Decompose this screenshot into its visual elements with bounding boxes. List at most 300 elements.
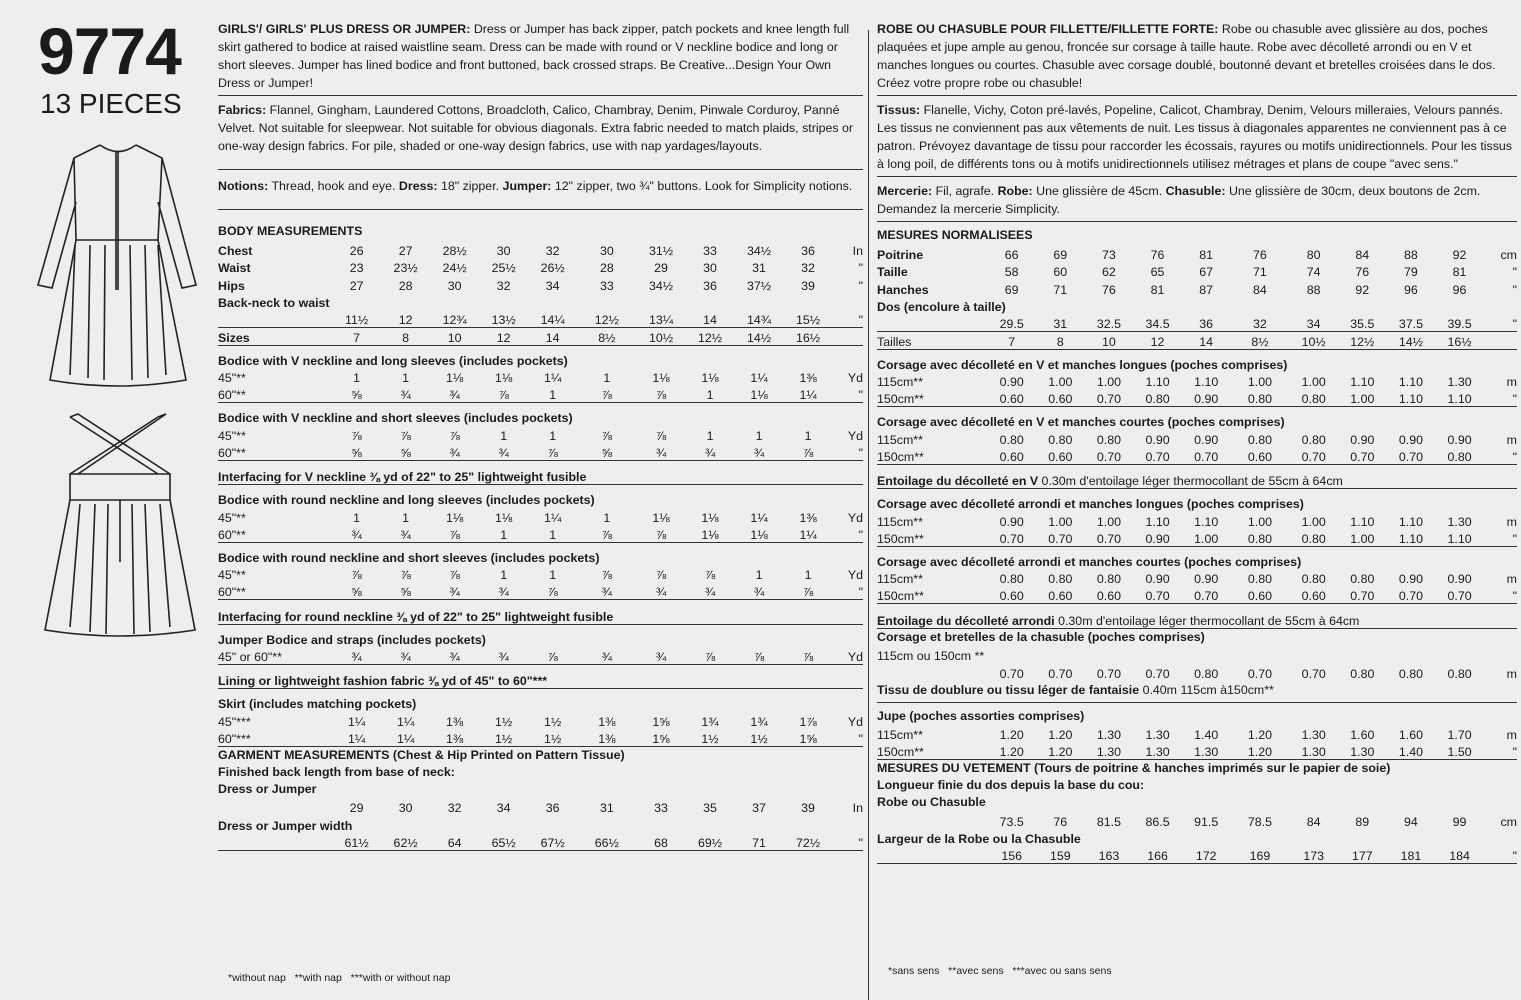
mercerie-text: Fil, agrafe. [935, 184, 995, 198]
cell: 159 [1036, 846, 1085, 864]
metrage-row [877, 429, 1517, 447]
row-label: 45"** [218, 510, 246, 525]
cell: 72½ [784, 833, 833, 851]
cell: 0.60 [987, 389, 1036, 407]
unit: In [852, 801, 863, 815]
cell: 0.80 [999, 432, 1024, 447]
cell: 12 [1133, 332, 1182, 350]
entoilage-note: Entoilage du décolleté en V 0.30m d'entoilage léger thermocollant de 55cm à 64cm [877, 465, 1517, 489]
mercerie [877, 182, 1517, 222]
row-label: 60"** [218, 443, 332, 461]
cell: 1.70 [1447, 728, 1472, 742]
yardage-table [218, 625, 863, 665]
section-title: Bodice with round neckline and short sleeves (includes pockets) [218, 550, 600, 565]
body-row [218, 275, 863, 293]
unit: " [833, 443, 863, 461]
row-label [218, 798, 332, 816]
cell: 0.80 [1048, 572, 1073, 586]
unit: " [833, 310, 863, 328]
cell: 14 [686, 310, 735, 328]
yardage-row [218, 525, 863, 543]
cell: 0.90 [1194, 572, 1219, 586]
cell: 0.70 [1301, 666, 1326, 681]
cell: 0.70 [1085, 529, 1134, 547]
cell: 32 [801, 261, 815, 275]
yardage-row [218, 647, 863, 665]
row-label: Poitrine [877, 247, 924, 262]
cell: 1⅛ [495, 371, 513, 385]
cell: 0.70 [1133, 586, 1182, 604]
cell: 1¼ [750, 371, 768, 385]
cell: 28 [398, 278, 413, 293]
cell: 1.30 [1289, 742, 1338, 760]
cell: 0.70 [1289, 447, 1338, 465]
cell: 0.70 [1096, 666, 1121, 681]
cell: 1½ [686, 729, 735, 747]
cell: 1.30 [1182, 742, 1231, 760]
cell: 8½ [1231, 332, 1290, 350]
cell: 1 [549, 568, 557, 582]
cell: 0.80 [1435, 447, 1484, 465]
cell: 1.10 [1194, 375, 1219, 389]
doublure-label: Tissu de doublure ou tissu léger de fantaisie [877, 682, 1140, 697]
metrage-row [877, 447, 1517, 465]
cell: ⅞ [528, 443, 577, 461]
cell: 1⅜ [577, 729, 636, 747]
cell: 73 [1102, 247, 1116, 262]
cell: 66 [1004, 247, 1019, 262]
cell: 0.90 [1398, 432, 1423, 447]
cell: 1.10 [1398, 375, 1423, 389]
cell: 1.40 [1194, 728, 1219, 742]
chasuble-table [877, 646, 1517, 681]
cell: 0.90 [1194, 432, 1219, 447]
row-label: 150cm** [877, 586, 987, 604]
footnote: *without nap [228, 972, 286, 984]
section-title: Corsage avec décolleté en V et manches longues (poches comprises) [877, 357, 1288, 372]
unit: Yd [847, 714, 863, 729]
row-label: Hanches [877, 282, 929, 297]
cell: 34 [1289, 314, 1338, 332]
cell: ⅞ [601, 428, 612, 443]
cell: ⅞ [528, 582, 577, 600]
yardage-table [218, 461, 863, 486]
cell: 68 [637, 833, 686, 851]
mesures-normalisees-table [877, 244, 1517, 350]
unit: " [833, 833, 863, 851]
cell: 31½ [648, 243, 674, 258]
cell: 7 [332, 328, 381, 346]
entoilage-note: Entoilage du décolleté arrondi 0.30m d'entoilage léger thermocollant de 55cm à 64cm [877, 604, 1517, 628]
cell: 1¼ [544, 510, 562, 525]
jupe-row [877, 742, 1517, 760]
metrage-table [877, 547, 1517, 605]
cell: 10½ [1289, 332, 1338, 350]
cell: 0.70 [1145, 666, 1170, 681]
cell: 1.10 [1435, 389, 1484, 407]
cell: 1⅛ [735, 525, 784, 543]
cell: ¾ [577, 647, 636, 665]
cell: 26 [349, 243, 364, 258]
cell: 1⅛ [735, 385, 784, 403]
cell: 0.80 [1096, 432, 1121, 447]
cell: 80 [1306, 247, 1321, 262]
cell: ⅞ [637, 385, 686, 403]
cell: 1⅛ [701, 510, 719, 525]
table-row [218, 815, 863, 833]
cell: 35.5 [1338, 314, 1387, 332]
row-label: Dress or Jumper width [218, 818, 353, 833]
cell: 15½ [784, 310, 833, 328]
footnote: ***with or without nap [350, 972, 451, 984]
cell: 14¾ [735, 310, 784, 328]
row-label: Back-neck to waist [218, 296, 330, 310]
section-title: Bodice with V neckline and short sleeves (includes pockets) [218, 411, 573, 425]
footnotes-en [228, 972, 450, 984]
cell: 29 [654, 261, 668, 275]
row-label: 115cm** [877, 432, 923, 447]
cell: 0.80 [1301, 572, 1326, 586]
cell: 1.10 [1398, 514, 1423, 529]
yardage-table [218, 346, 863, 404]
row-label: 45"** [218, 371, 246, 385]
section-title: Bodice with V neckline and long sleeves (includes pockets) [218, 353, 568, 368]
doublure-text: 0.40m 115cm à150cm** [1142, 682, 1274, 697]
unit [1484, 332, 1517, 350]
row-label: 115cm ou 150cm ** [877, 649, 985, 663]
tissus-label: Tissus: [877, 103, 921, 117]
unit: " [1484, 846, 1517, 864]
row-label: Hips [218, 278, 245, 293]
cell: 39.5 [1435, 314, 1484, 332]
cell: 58 [1004, 265, 1019, 279]
cell: 1⅛ [701, 371, 719, 385]
cell: 76 [1102, 282, 1116, 297]
cell: 84 [1253, 282, 1267, 297]
cell: 0.70 [999, 666, 1024, 681]
cell: 12½ [1338, 332, 1387, 350]
cell: 0.90 [1350, 432, 1375, 447]
metrage-row [877, 372, 1517, 390]
cell: ⅞ [449, 568, 460, 582]
cell: 14 [528, 328, 577, 346]
garment-row [877, 846, 1517, 864]
cell: 1¾ [701, 714, 719, 729]
cell: 1.30 [1338, 742, 1387, 760]
cell: 1 [603, 510, 611, 525]
cell: 0.80 [1231, 389, 1290, 407]
cell: 84 [1355, 247, 1370, 262]
yardage-table [218, 403, 863, 461]
cell: ¾ [430, 582, 479, 600]
cell: 81 [1452, 265, 1467, 279]
cell: 66½ [577, 833, 636, 851]
cell: ⅞ [400, 568, 411, 582]
garment-row [218, 798, 863, 816]
cell: 181 [1387, 846, 1436, 864]
cell: ¾ [332, 647, 381, 665]
cell: 35 [703, 801, 717, 815]
table-row [877, 297, 1517, 315]
row-label: 60"** [218, 385, 332, 403]
cell: 1 [500, 428, 508, 443]
cell: 0.70 [1247, 666, 1272, 681]
cell: 1 [804, 568, 812, 582]
notions [218, 175, 863, 210]
cell: ⅞ [735, 647, 784, 665]
cell: 1¼ [397, 714, 415, 729]
cell: ¾ [735, 443, 784, 461]
cell: ⅞ [528, 647, 577, 665]
yardage-table [218, 689, 863, 747]
row-label: 150cm** [877, 389, 987, 407]
footnotes-fr [888, 965, 1112, 977]
cell: 94 [1404, 814, 1418, 829]
cell: 32 [1231, 314, 1290, 332]
cell: 67½ [528, 833, 577, 851]
cell: 1.20 [999, 728, 1024, 742]
cell: 1.20 [1036, 742, 1085, 760]
cell: 24½ [442, 261, 467, 275]
cell: 1¼ [750, 510, 768, 525]
row-label [218, 310, 332, 328]
cell: 1.30 [1133, 742, 1182, 760]
cell: 28 [599, 261, 614, 275]
yardage-row [218, 729, 863, 747]
cell: 1 [528, 525, 577, 543]
cell: 81 [1150, 282, 1165, 297]
cell: 1⅜ [430, 729, 479, 747]
metrage-row [877, 569, 1517, 587]
cell: ⅞ [704, 568, 716, 582]
cell: 1 [500, 568, 508, 582]
cell: ⅝ [332, 443, 381, 461]
description-fr [877, 20, 1517, 96]
jupe-row [877, 725, 1517, 743]
garment-measurements-title: GARMENT MEASUREMENTS (Chest & Hip Printed on Pattern Tissue) [218, 747, 625, 762]
cell: 30 [447, 278, 462, 293]
yardage-table [218, 600, 863, 625]
cell: 14½ [1387, 332, 1436, 350]
row-label: Dos (encolure à taille) [877, 300, 1006, 314]
chasuble-row [877, 663, 1517, 681]
row-label: Largeur de la Robe ou la Chasuble [877, 832, 1081, 846]
cell: 0.80 [1133, 389, 1182, 407]
cell: 71 [1253, 265, 1267, 279]
cell: 26½ [540, 261, 565, 275]
cell: 10 [430, 328, 479, 346]
cell: 96 [1404, 282, 1418, 297]
cell: 1.10 [1350, 375, 1375, 389]
cell: 1½ [479, 729, 528, 747]
cell: 12 [479, 328, 528, 346]
body-row [218, 310, 863, 328]
cell: 76 [1150, 247, 1165, 262]
cell: 1¾ [750, 714, 768, 729]
row-label: 115cm** [877, 375, 923, 389]
cell: 163 [1085, 846, 1134, 864]
cell: 64 [430, 833, 479, 851]
unit: " [833, 729, 863, 747]
cell: 1.00 [1048, 375, 1073, 389]
dress-back-illustration [30, 140, 205, 390]
cell: 1⅝ [652, 714, 670, 729]
description-text-fr: Robe ou chasuble avec glissière au dos, poches plaquées et jupe ample au genou, froncée sur corsage à taille haute. Robe avec décolleté arrondi ou en V et manches longues ou courtes. Chasuble avec corsage doublé, boutonné devant et bretelles croisées dans le dos. Créez votre propre robe ou chasuble! [877, 22, 1496, 90]
cell: 12½ [577, 310, 636, 328]
cell: 0.90 [1133, 529, 1182, 547]
garment-row [877, 811, 1517, 829]
cell: ⅞ [479, 385, 528, 403]
cell: 0.80 [999, 572, 1024, 586]
unit: m [1506, 728, 1517, 742]
cell: 1.30 [1085, 742, 1134, 760]
cell: 1.40 [1387, 742, 1436, 760]
table-row [877, 829, 1517, 847]
cell: 0.80 [1194, 666, 1219, 681]
mercerie-robe-label: Robe: [997, 184, 1033, 198]
cell: 1.50 [1435, 742, 1484, 760]
cell: 1.30 [1145, 728, 1170, 742]
cell: 0.80 [1447, 666, 1472, 681]
description-title: GIRLS'/ GIRLS' PLUS DRESS OR JUMPER: [218, 22, 471, 36]
cell: 13¼ [637, 310, 686, 328]
cell: 14¼ [528, 310, 577, 328]
yardage-row [218, 507, 863, 525]
cell: 81.5 [1096, 814, 1121, 829]
body-row [877, 314, 1517, 332]
cell: 0.60 [1289, 586, 1338, 604]
cell: 0.60 [1036, 447, 1085, 465]
doublure [877, 681, 1517, 703]
body-row [218, 240, 863, 258]
cell: ¾ [637, 582, 686, 600]
cell: 32.5 [1085, 314, 1134, 332]
notions-dress-label: Dress: [398, 179, 438, 193]
sizes-row [218, 328, 863, 346]
cell: ¾ [332, 525, 381, 543]
unit: m [1506, 572, 1517, 586]
row-label: Waist [218, 261, 251, 275]
tissus-text: Flanelle, Vichy, Coton pré-lavés, Popeline, Calicot, Chambray, Denim, Velours milleraies, Velours pannés. Les tissus ne conviennent pas aux vêtements de nuit. Les tissus à diagonales apparentes ne conviennent pas à ce patron. Prévoyez davantage de tissu pour raccorder les écossais, rayures ou motifs unidirectionnels. Pour les tissus à long poil, de différents tons ou à motifs unidirectionnels utilisez métrages et plans de coupe "avec sens." [877, 103, 1512, 171]
cell: 37 [752, 801, 766, 815]
cell: ⅝ [381, 582, 430, 600]
cell: 1.60 [1398, 728, 1423, 742]
cell: 25½ [491, 261, 516, 275]
cell: 1⅜ [446, 714, 464, 729]
cell: 34 [496, 801, 511, 815]
cell: 12¾ [430, 310, 479, 328]
yardage-row [218, 368, 863, 386]
cell: ¾ [479, 582, 528, 600]
row-label: Tailles [877, 332, 987, 350]
unit: cm [1500, 247, 1517, 262]
cell: 1.10 [1145, 514, 1170, 529]
section-title: Jumper Bodice and straps (includes pockets) [218, 632, 486, 647]
cell: 69½ [686, 833, 735, 851]
cell: 8½ [577, 328, 636, 346]
row-label: 45"** [218, 568, 246, 582]
cell: 0.60 [987, 586, 1036, 604]
cell: 0.60 [1036, 586, 1085, 604]
cell: 1 [603, 371, 611, 385]
cell: ¾ [479, 647, 528, 665]
row-label: Chest [218, 243, 253, 258]
row-label: 150cm** [877, 529, 987, 547]
row-label: 150cm** [877, 447, 987, 465]
cell: ⅞ [601, 568, 612, 582]
cell: 87 [1199, 282, 1214, 297]
cell: ⅞ [577, 525, 636, 543]
cell: 88 [1404, 247, 1418, 262]
cell: 78.5 [1247, 814, 1272, 829]
mercerie-chasuble: Une glissière de 30cm, deux boutons de 2cm. Demandez la mercerie Simplicity. [877, 184, 1481, 216]
cell: 173 [1289, 846, 1338, 864]
cell: 23½ [393, 261, 418, 275]
sizes-row [877, 332, 1517, 350]
cell: ¾ [686, 582, 735, 600]
unit: m [1506, 375, 1517, 389]
section-title-row [877, 407, 1517, 429]
english-column [218, 20, 863, 851]
dress-or-jumper-label: Dress or Jumper [218, 781, 317, 796]
cell: 34½ [648, 278, 674, 293]
section-title: Skirt (includes matching pockets) [218, 697, 417, 711]
cell: 1.10 [1194, 514, 1219, 529]
interfacing-note: Interfacing for round neckline ⅜ yd of 22" to 25" lightweight fusible [218, 600, 863, 624]
cell: 0.60 [987, 447, 1036, 465]
cell: ⅞ [784, 647, 833, 665]
row-label [877, 314, 987, 332]
footnote: *sans sens [888, 965, 940, 977]
unit: Yd [847, 428, 863, 443]
cell: 86.5 [1145, 814, 1170, 829]
section-title-row [218, 485, 863, 507]
row-label: 45"** [218, 428, 246, 443]
cell: 1.30 [1096, 728, 1121, 742]
row-label: 45" or 60"** [218, 647, 332, 665]
unit: In [852, 243, 863, 258]
cell: 61½ [332, 833, 381, 851]
pieces-count: 13 PIECES [40, 88, 182, 119]
cell: 1.20 [1247, 728, 1272, 742]
cell: ⅞ [637, 525, 686, 543]
cell: 1⅜ [598, 714, 616, 729]
cell: 1.00 [1338, 529, 1387, 547]
mercerie-chasuble-label: Chasuble: [1165, 184, 1226, 198]
yardage-row [218, 443, 863, 461]
cell: ⅝ [577, 443, 636, 461]
yardage-row [218, 565, 863, 583]
body-measurements-title: BODY MEASUREMENTS [218, 224, 363, 238]
body-measurements-table [218, 240, 863, 346]
cell: 1½ [528, 729, 577, 747]
cell: 0.80 [1350, 572, 1375, 586]
cell: 0.80 [1301, 432, 1326, 447]
cell: 28½ [442, 243, 467, 258]
metrage-table [877, 407, 1517, 465]
cell: 1½ [544, 714, 562, 729]
cell: 1.20 [1048, 728, 1073, 742]
cell: 1¼ [784, 385, 833, 403]
cell: 1.10 [1387, 389, 1436, 407]
row-label [877, 663, 987, 681]
cell: 1½ [495, 714, 513, 729]
cell: 0.60 [1231, 447, 1290, 465]
table-row [218, 293, 863, 311]
metrage-row [877, 586, 1517, 604]
cell: 0.80 [1247, 572, 1272, 586]
cell: 79 [1404, 265, 1418, 279]
